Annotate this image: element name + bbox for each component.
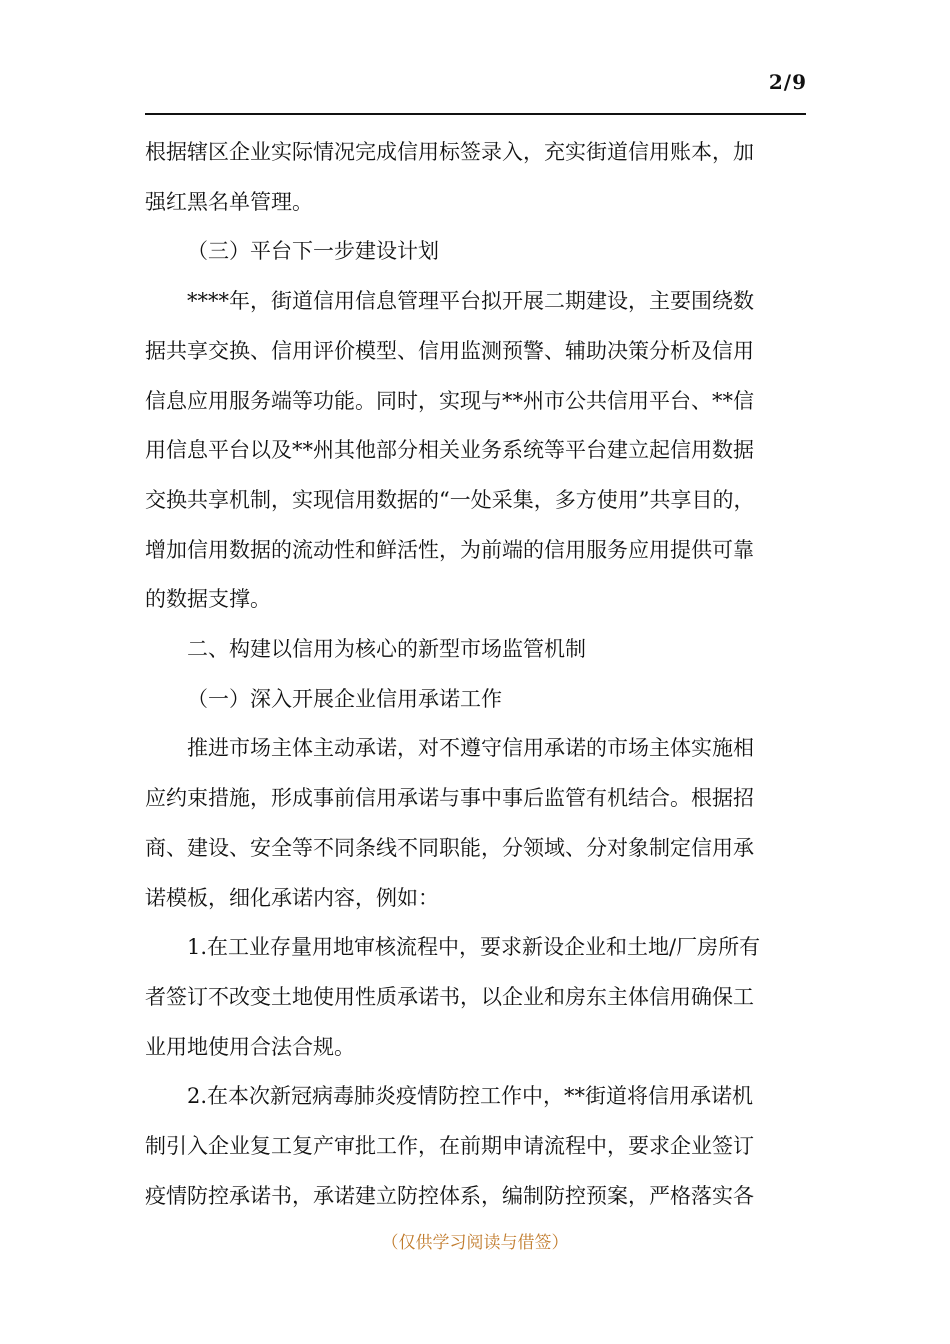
header-divider [145, 113, 806, 115]
page-number: 2/9 [768, 70, 807, 94]
document-body [145, 128, 807, 1221]
paragraph-line: 信息应用服务端等功能。同时，实现与**州市公共信用平台、**信 [145, 388, 754, 413]
paragraph-line: 增加信用数据的流动性和鲜活性，为前端的信用服务应用提供可靠 [145, 537, 754, 562]
paragraph-line: ****年，街道信用信息管理平台拟开展二期建设，主要围绕数 [187, 289, 754, 314]
list-item-line: 2.在本次新冠病毒肺炎疫情防控工作中，**街道将信用承诺机 [187, 1084, 754, 1109]
paragraph-line: 业用地使用合法合规。 [145, 1034, 355, 1059]
paragraph-line: 据共享交换、信用评价模型、信用监测预警、辅助决策分析及信用 [145, 338, 754, 363]
paragraph-line: 推进市场主体主动承诺，对不遵守信用承诺的市场主体实施相 [187, 736, 754, 761]
list-item-line: 1.在工业存量用地审核流程中，要求新设企业和土地/厂房所有 [187, 935, 761, 960]
paragraph-line: 根据辖区企业实际情况完成信用标签录入，充实街道信用账本，加 [145, 140, 754, 164]
paragraph-line: 疫情防控承诺书，承诺建立防控体系，编制防控预案，严格落实各 [145, 1183, 754, 1208]
paragraph-line: 者签订不改变土地使用性质承诺书，以企业和房东主体信用确保工 [145, 984, 754, 1009]
paragraph-line: 用信息平台以及**州其他部分相关业务系统等平台建立起信用数据 [145, 438, 754, 463]
paragraph-line: 商、建设、安全等不同条线不同职能，分领域、分对象制定信用承 [145, 835, 754, 860]
paragraph-line: 交换共享机制，实现信用数据的“一处采集，多方使用”共享目的， [145, 487, 755, 512]
section-heading: （一）深入开展企业信用承诺工作 [187, 686, 502, 711]
paragraph-line: 强红黑名单管理。 [145, 189, 313, 214]
paragraph-line: 的数据支撑。 [145, 587, 271, 612]
chapter-heading: 二、构建以信用为核心的新型市场监管机制 [187, 637, 586, 662]
footer-note: （仅供学习阅读与借签） [381, 1233, 569, 1253]
section-heading: （三）平台下一步建设计划 [187, 239, 439, 264]
paragraph-line: 制引入企业复工复产审批工作，在前期申请流程中，要求企业签订 [145, 1134, 754, 1159]
paragraph-line: 诺模板，细化承诺内容，例如： [145, 885, 439, 910]
paragraph-line: 应约束措施，形成事前信用承诺与事中事后监管有机结合。根据招 [145, 786, 754, 811]
